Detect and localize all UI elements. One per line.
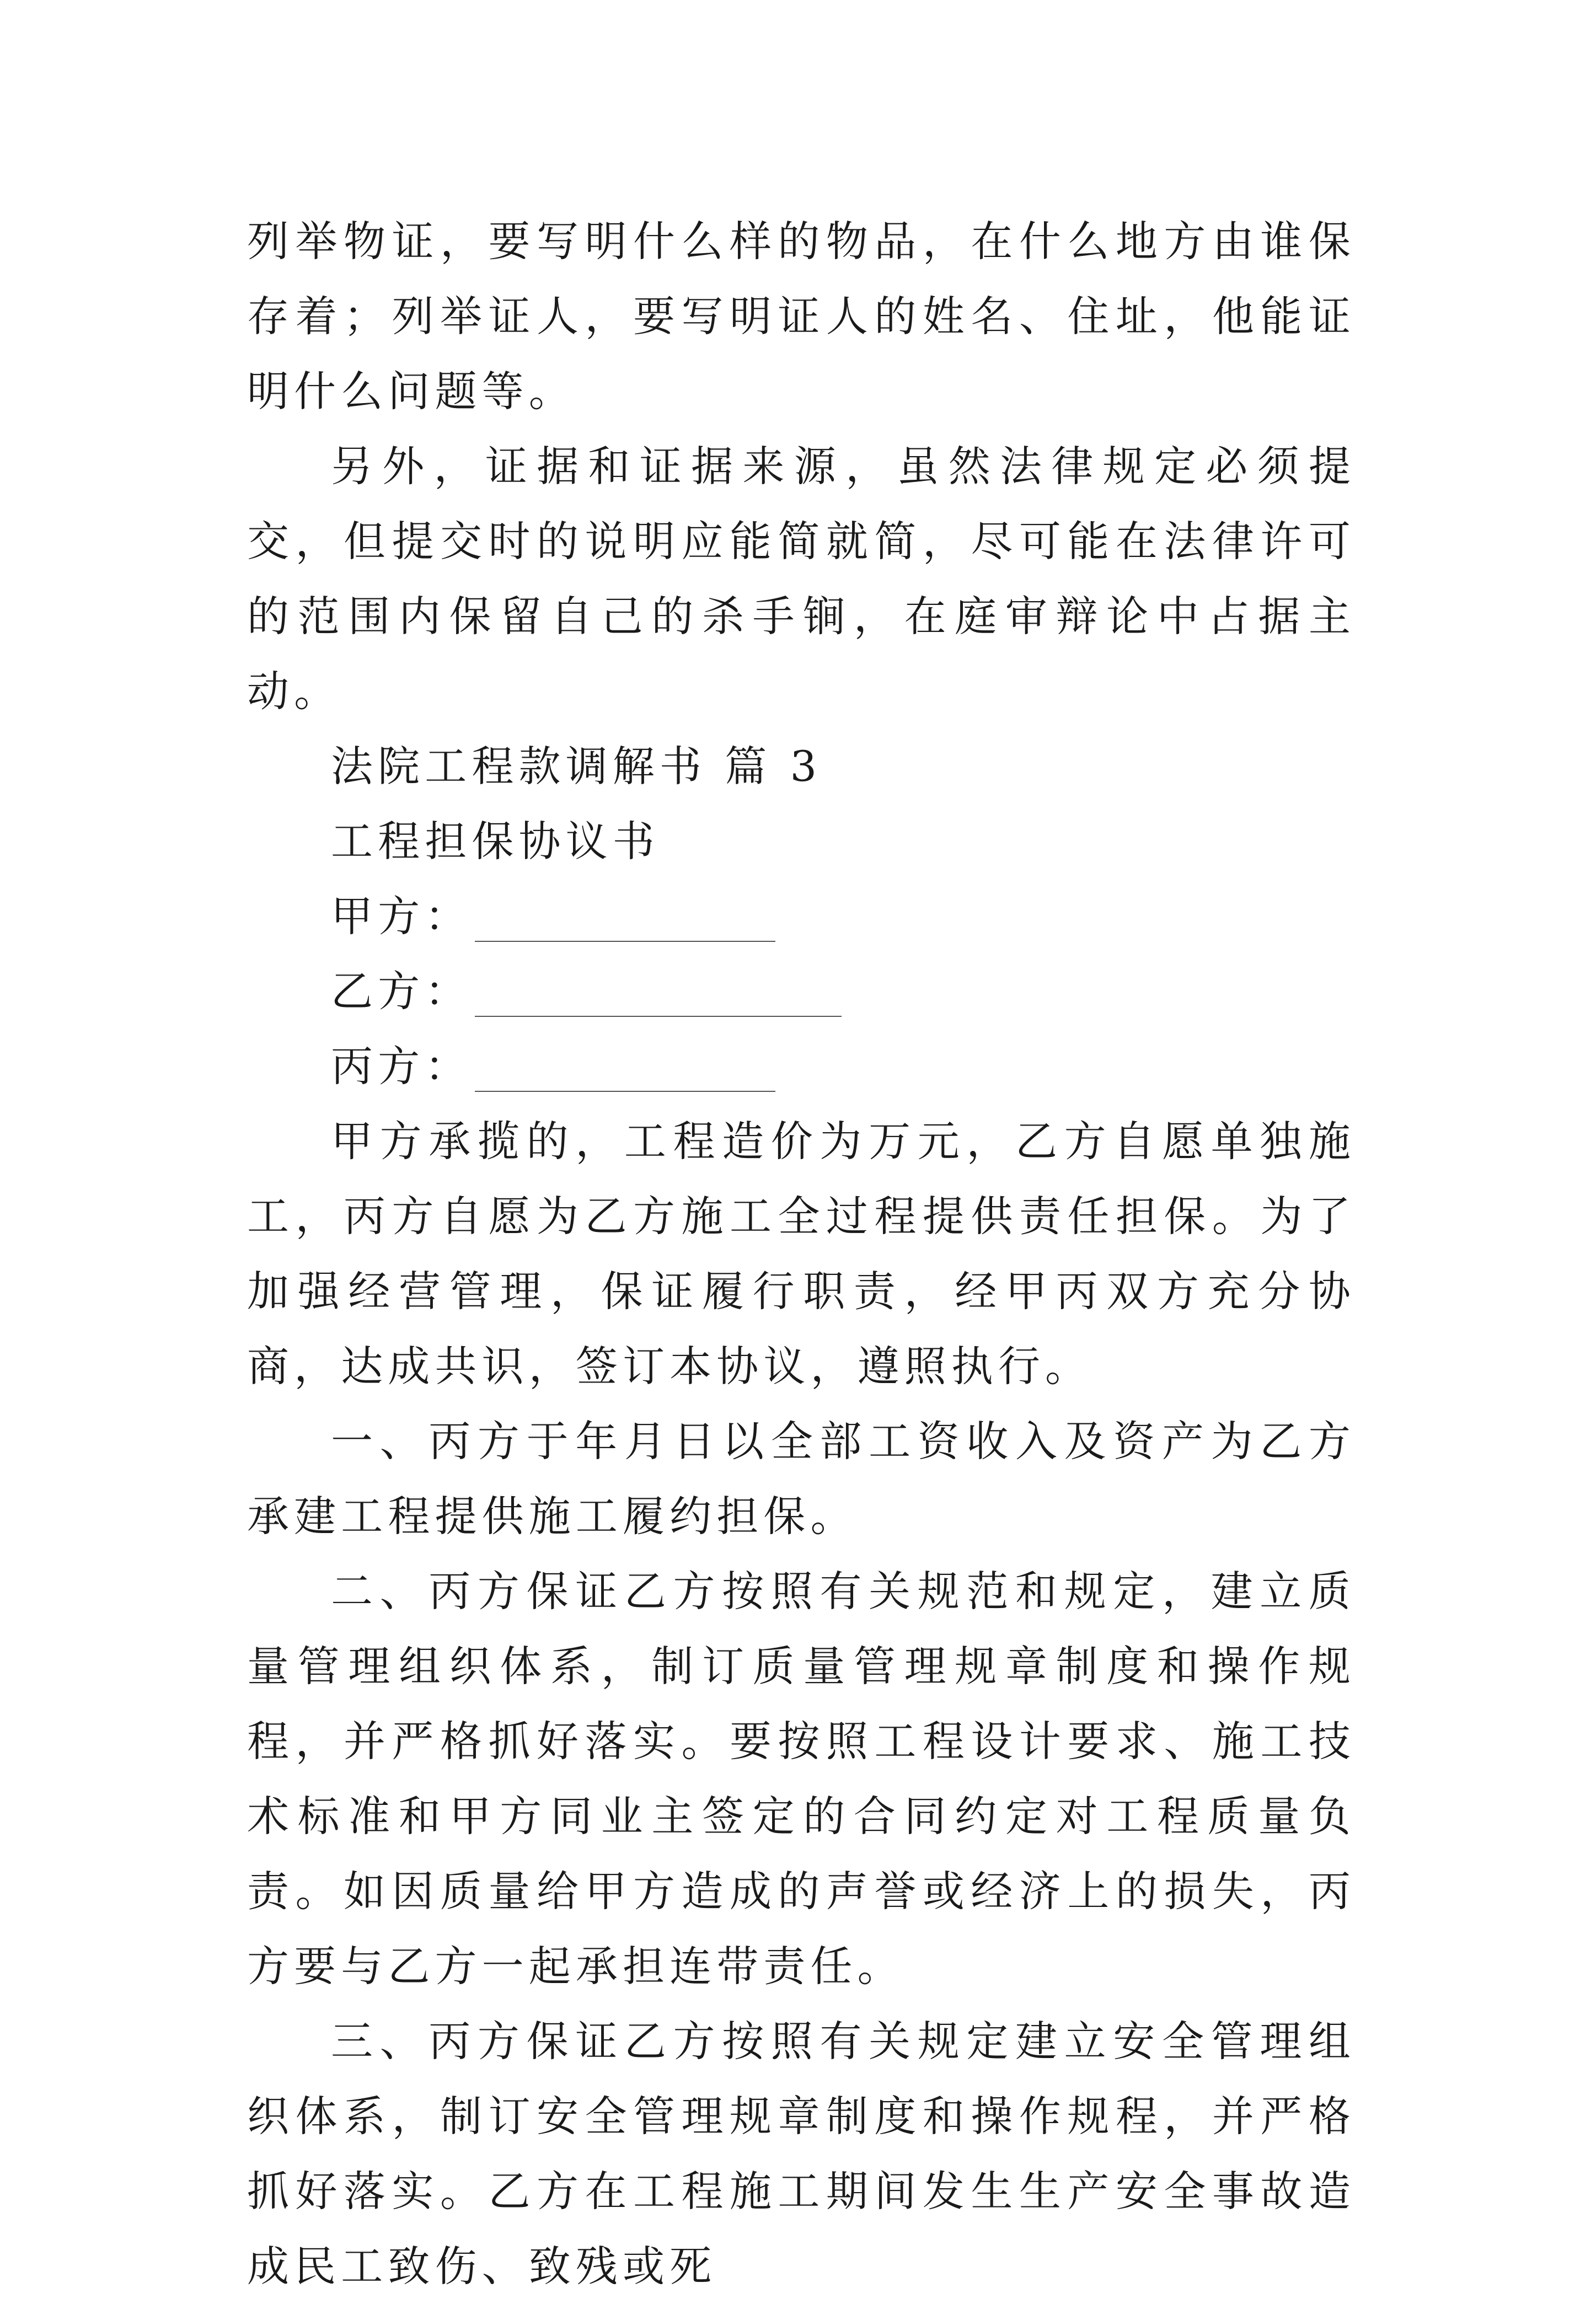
party-b-blank	[475, 974, 842, 1017]
party-c-label: 丙方：	[331, 1042, 472, 1091]
paragraph-evidence-submission: 另外，证据和证据来源，虽然法律规定必须提交，但提交时的说明应能简就简，尽可能在法律许可的范围内保留自己的杀手锏，在庭审辩论中占据主动。	[247, 442, 1356, 716]
party-b-row	[247, 954, 1356, 1029]
paragraph-evidence-listing: 列举物证，要写明什么样的物品，在什么地方由谁保存着；列举证人，要写明证人的姓名、住址，他能证明什么问题等。	[247, 217, 1356, 416]
party-a-row	[247, 879, 1356, 954]
party-a-blank	[475, 899, 775, 942]
paragraph-clause-2: 二、丙方保证乙方按照有关规范和规定，建立质量管理组织体系，制订质量管理规章制度和操作规程，并严格抓好落实。要按照工程设计要求、施工技术标准和甲方同业主签定的合同约定对工程质量负责。如因质量给甲方造成的声誉或经济上的损失，丙方要与乙方一起承担连带责任。	[247, 1567, 1356, 1991]
document-body	[247, 204, 1356, 2304]
paragraph-clause-1: 一、丙方于年月日以全部工资收入及资产为乙方承建工程提供施工履约担保。	[247, 1417, 1356, 1541]
paragraph-clause-3: 三、丙方保证乙方按照有关规定建立安全管理组织体系，制订安全管理规章制度和操作规程，并严格抓好落实。乙方在工程施工期间发生生产安全事故造成民工致伤、致残或死	[247, 2017, 1356, 2291]
paragraph-agreement-intro: 甲方承揽的，工程造价为万元，乙方自愿单独施工，丙方自愿为乙方施工全过程提供责任担保。为了加强经营管理，保证履行职责，经甲丙双方充分协商，达成共识，签订本协议，遵照执行。	[247, 1117, 1356, 1391]
party-c-blank	[475, 1049, 775, 1092]
document-title: 工程担保协议书	[331, 817, 660, 866]
section-title: 法院工程款调解书 篇 3	[331, 742, 822, 791]
party-a-label: 甲方：	[331, 892, 472, 941]
party-c-row	[247, 1029, 1356, 1104]
party-b-label: 乙方：	[331, 967, 472, 1016]
